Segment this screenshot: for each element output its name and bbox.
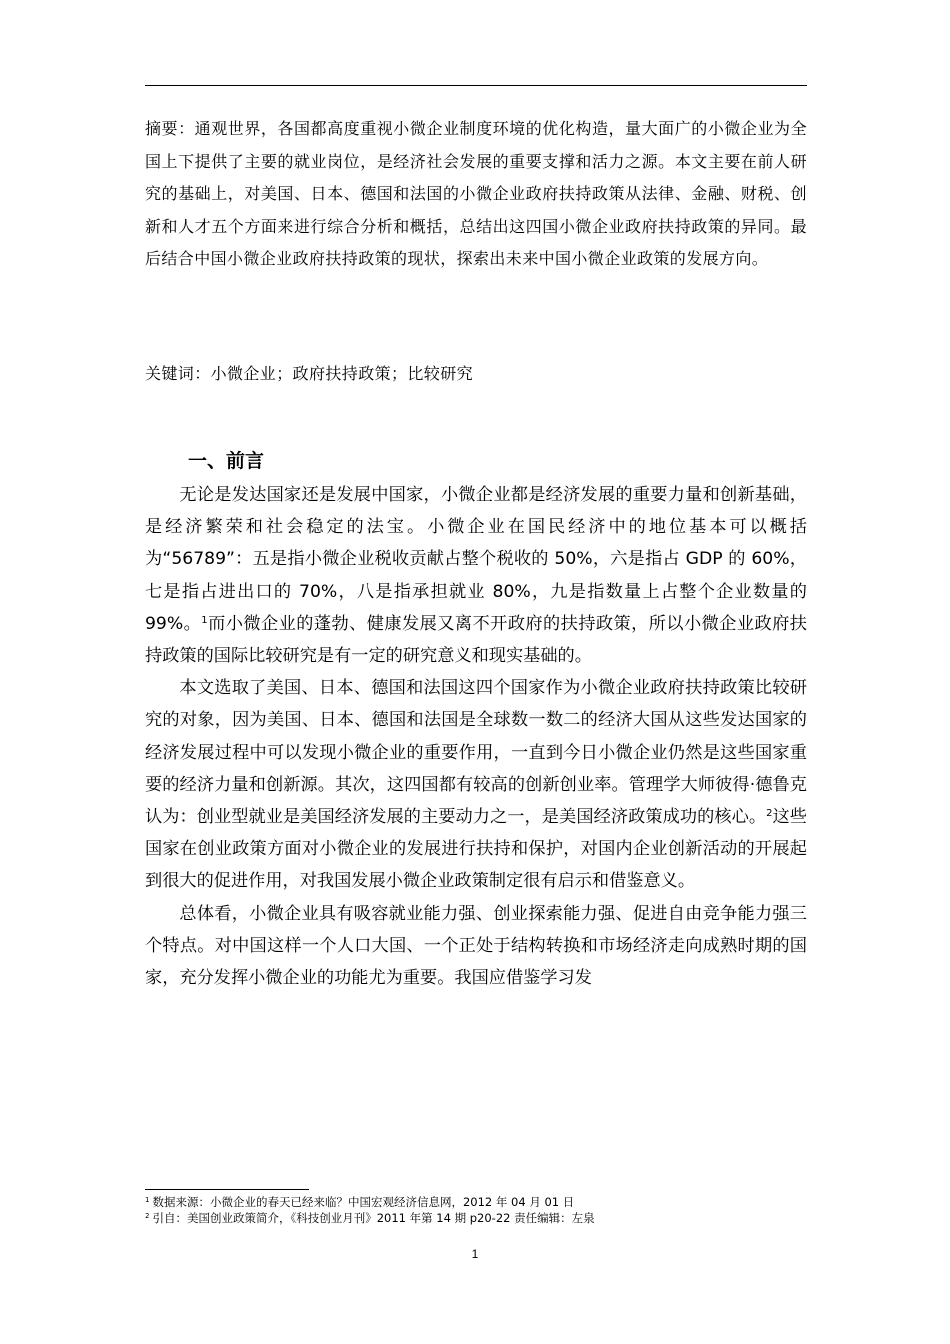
keywords: 关键词：小微企业；政府扶持政策；比较研究	[145, 364, 474, 383]
footnote-mark: 2	[145, 1212, 150, 1220]
section-heading: 一、前言	[188, 450, 265, 472]
abstract: 摘要：通观世界，各国都高度重视小微企业制度环境的优化构造，量大面广的小微企业为全国上下提供了主要的就业岗位，是经济社会发展的重要支撑和活力之源。本文主要在前人研究的基础上，对美国、日本、德国和法国的小微企业政府扶持政策从法律、金融、财税、创新和人才五个方面来进行综合分析和概括，总结出这四国小微企业政府扶持政策的异同。最后结合中国小微企业政府扶持政策的现状，探索出未来中国小微企业政策的发展方向。	[145, 119, 807, 268]
paragraph-3: 总体看，小微企业具有吸容就业能力强、创业探索能力强、促进自由竞争能力强三个特点。对中国这样一个人口大国、一个正处于结构转换和市场经济走向成熟时期的国家，充分发挥小微企业的功能尤为重要。我国应借鉴学习发	[145, 903, 807, 989]
paragraph-2-text-b: 这些国家在创业政策方面对小微企业的发展进行扶持和保护，对国内企业创新活动的开展起到很大的促进作用，对我国发展小微企业政策制定很有启示和借鉴意义。	[145, 807, 807, 892]
footnote-rule	[145, 1189, 309, 1190]
footnote-ref-2[interactable]: 2	[766, 808, 773, 820]
section-body	[145, 479, 807, 994]
paragraph-2-text-a: 本文选取了美国、日本、德国和法国这四个国家作为小微企业政府扶持政策比较研究的对象，因为美国、日本、德国和法国是全球数一数二的经济大国从这些发达国家的经济发展过程中可以发现小微企业的重要作用，一直到今日小微企业仍然是这些国家重要的经济力量和创新源。其次，这四国都有较高的创新创业率。管理学大师彼得·德鲁克认为：创业型就业是美国经济发展的主要动力之一，是美国经济政策成功的核心。	[145, 678, 807, 828]
footnote-text: 数据来源：小微企业的春天已经来临？中国宏观经济信息网，2012 年 04 月 01 日	[152, 1195, 575, 1209]
footnote-1	[145, 1194, 807, 1210]
footnote-text: 引自：美国创业政策简介，《科技创业月刊》2011 年第 14 期 p20-22 责任编辑：左泉	[152, 1211, 595, 1225]
footnote-2	[145, 1210, 807, 1226]
paragraph-1-text-b: 而小微企业的蓬勃、健康发展又离不开政府的扶持政策，所以小微企业政府扶持政策的国际比较研究是有一定的研究意义和现实基础的。	[145, 613, 807, 667]
paragraph-1-text-a: 无论是发达国家还是发展中国家，小微企业都是经济发展的重要力量和创新基础，是经济繁荣和社会稳定的法宝。小微企业在国民经济中的地位基本可以概括为“56789”：五是指小微企业税收贡献占整个税收的 50%，六是指占 GDP 的 60%，七是指占进出口的 70%，八是指承担就业 80%，九是指数量上占整个企业数量的 99%。	[145, 485, 807, 634]
header-rule	[145, 85, 807, 86]
footnotes	[145, 1194, 807, 1226]
paragraph-2	[145, 672, 807, 897]
footnote-mark: 1	[145, 1196, 150, 1204]
page-number: 1	[471, 1247, 479, 1261]
paragraph-1	[145, 479, 807, 672]
footnote-ref-1[interactable]: 1	[201, 614, 208, 626]
